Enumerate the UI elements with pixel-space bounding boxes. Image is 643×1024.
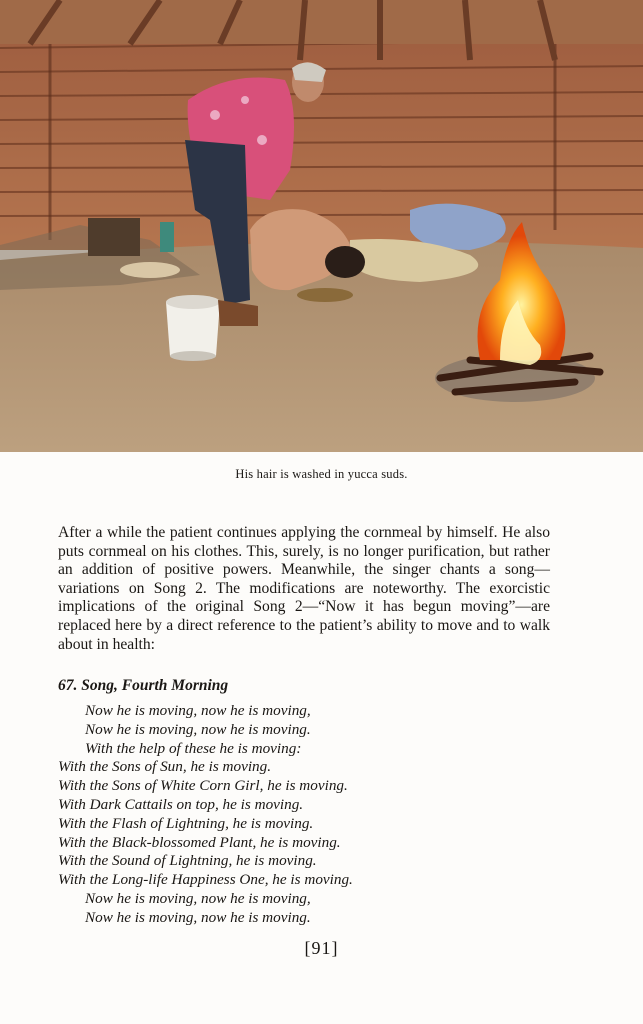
song-line: With the help of these he is moving: [85, 739, 302, 757]
hogan-ceremony-photo [0, 0, 643, 452]
song-line: With the Black-blossomed Plant, he is moving. [58, 833, 341, 851]
page-number: [91] [304, 938, 339, 958]
song-line: With Dark Cattails on top, he is moving. [58, 795, 304, 813]
song-line: Now he is moving, now he is moving. [85, 908, 311, 926]
song-line: With the Sound of Lightning, he is moving. [58, 852, 317, 870]
song-verse [58, 702, 578, 928]
song-line: With the Sons of White Corn Girl, he is moving. [58, 777, 348, 795]
song-line: Now he is moving, now he is moving. [85, 720, 311, 738]
song-line: With the Long-life Happiness One, he is moving. [58, 871, 353, 889]
song-line: With the Flash of Lightning, he is moving. [58, 814, 314, 832]
body-paragraph: After a while the patient continues applying the cornmeal by himself. He also puts cornmeal on his clothes. This, surely, is no longer purification, but rather an addition of positive powers. Meanwhile, the singer chants a song—variations on Song 2. The modifications are noteworthy. The exorcistic implications of the original Song 2—“Now it has begun moving”—are replaced here by a direct reference to the patient’s ability to move and to walk about in health: [58, 524, 550, 653]
photo-caption: His hair is washed in yucca suds. [235, 467, 408, 481]
song-line: Now he is moving, now he is moving, [85, 702, 311, 719]
song-line: With the Sons of Sun, he is moving. [58, 758, 272, 776]
song-heading: 67. Song, Fourth Morning [58, 677, 229, 694]
song-line: Now he is moving, now he is moving, [85, 889, 311, 907]
